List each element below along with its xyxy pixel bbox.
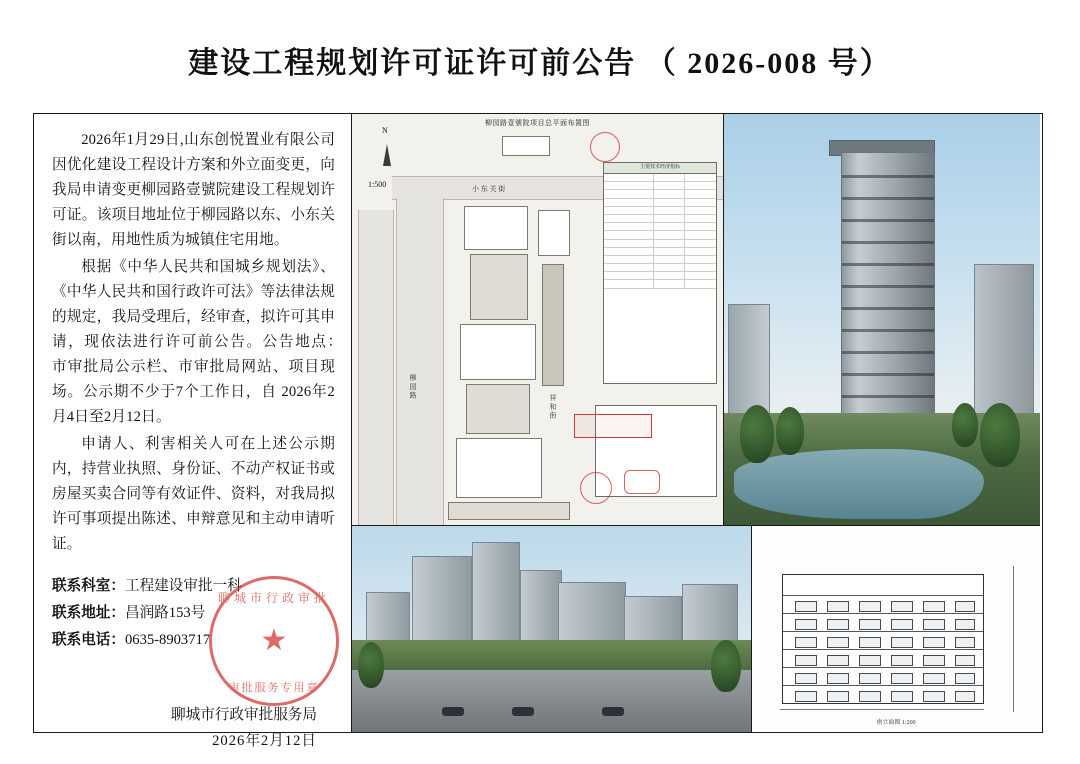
building-block (542, 264, 564, 386)
background-building-left (728, 304, 770, 416)
title-block (502, 136, 550, 156)
tower-building (841, 152, 935, 444)
water-feature (734, 449, 984, 519)
contact-dept-value: 工程建设审批一科 (124, 578, 242, 594)
compass-north-label: N (382, 126, 388, 135)
table-row (604, 223, 716, 231)
elevation-dimension-vertical (1013, 566, 1014, 712)
signature-block (52, 702, 335, 754)
table-title: 主要技术经济指标 (604, 163, 716, 174)
plan-seal-round (590, 132, 620, 162)
tree-icon (740, 405, 774, 463)
label-road-west: 柳 园 路 (409, 374, 417, 399)
contact-dept-row (52, 573, 335, 600)
tree-icon (952, 403, 978, 447)
content-frame (33, 113, 1043, 749)
issuer-name: 聊城市行政审批服务局 (171, 707, 317, 723)
table-row (604, 199, 716, 207)
notice-paragraph-3: 申请人、利害相关人可在上述公示期内，持营业执照、身份证、不动产权证书或房屋买卖合同等有效证件、资料，对我局拟许可事项提出陈述、申辩意见和主动申请听证。 (52, 436, 335, 552)
site-plan-drawing (352, 114, 724, 526)
background-building-right (974, 264, 1034, 416)
plan-seal-rect (574, 414, 652, 438)
table-row (604, 207, 716, 215)
table-row (604, 264, 716, 272)
street-surface (352, 670, 751, 732)
table-row (604, 215, 716, 223)
road-liuyuan (358, 210, 394, 526)
contact-addr-label: 联系地址： (52, 605, 125, 621)
table-row (604, 280, 716, 288)
contact-block (52, 573, 335, 657)
building-block (466, 384, 530, 434)
table-row (604, 182, 716, 190)
notice-paragraph-2: 根据《中华人民共和国城乡规划法》、《中华人民共和国行政许可法》等法律法规的规定，我局受理后，经审查，拟许可其申请，现依法进行许可前公告。公告地点： 市审批局公示栏、市审批局网站、项目现场。公示期不少于7个工作日，自 2026年2月4日至2月12日。 (52, 259, 350, 425)
tree-icon (358, 642, 384, 688)
compass-icon (374, 126, 400, 180)
elevation-caption: 南立面图 1:200 (876, 720, 916, 726)
tree-icon (980, 403, 1020, 467)
economic-indicator-table (603, 162, 717, 384)
star-icon: ★ (260, 624, 288, 657)
car-icon (602, 707, 624, 716)
elevation-drawing (752, 526, 1040, 732)
issue-date: 2026年2月12日 (212, 733, 317, 749)
label-street-north: 小 东 关 街 (472, 185, 506, 193)
car-icon (442, 707, 464, 716)
render-tower-image (724, 114, 1040, 526)
car-icon (512, 707, 534, 716)
table-row (604, 256, 716, 264)
plan-seal-oval (624, 470, 660, 494)
contact-tel-label: 联系电话： (52, 632, 125, 648)
contact-address-row (52, 600, 335, 627)
building-block (464, 206, 528, 250)
plan-title: 柳园路壹號院项目总平面布置图 (485, 119, 590, 127)
table-row (604, 240, 716, 248)
elevation-building (782, 574, 984, 704)
plan-seal-round (580, 472, 612, 504)
table-row (604, 272, 716, 280)
label-road-east: 祥 和 街 (549, 394, 557, 419)
page-title: 建设工程规划许可证许可前公告 （ 2026-008 号） (188, 47, 892, 80)
seal-top-text: 聊城市行政审批 (217, 591, 330, 605)
building-block (538, 210, 570, 256)
tree-icon (776, 407, 804, 455)
tree-icon (711, 640, 741, 692)
road-strip-west (396, 198, 444, 526)
table-row (604, 248, 716, 256)
contact-tel-value: 0635-8903717 (124, 632, 211, 648)
contact-dept-label: 联系科室： (52, 578, 125, 594)
building-block (470, 254, 528, 320)
table-row (604, 190, 716, 198)
drawings-area (352, 114, 1042, 732)
building-block (460, 324, 536, 380)
contact-phone-row (52, 624, 335, 657)
notice-text-column (34, 114, 352, 749)
table-row (604, 174, 716, 182)
notice-paragraph-1: 2026年1月29日,山东创悦置业有限公司因优化建设工程设计方案和外立面变更，向我局申请变更柳园路壹號院建设工程规划许可证。该项目地址位于柳园路以东、小东关街以南，用地性质为城镇住宅用地。 (52, 132, 335, 248)
building-block (456, 438, 542, 498)
building-block (448, 502, 570, 520)
seal-bottom-text: 审批服务专用章 (228, 682, 320, 694)
render-street-image (352, 526, 752, 732)
contact-addr-value: 昌润路153号 (124, 605, 206, 621)
table-row (604, 231, 716, 239)
compass-needle (383, 144, 391, 166)
elevation-dimension-horizontal (780, 709, 984, 710)
plan-scale: 1:500 (368, 180, 387, 189)
